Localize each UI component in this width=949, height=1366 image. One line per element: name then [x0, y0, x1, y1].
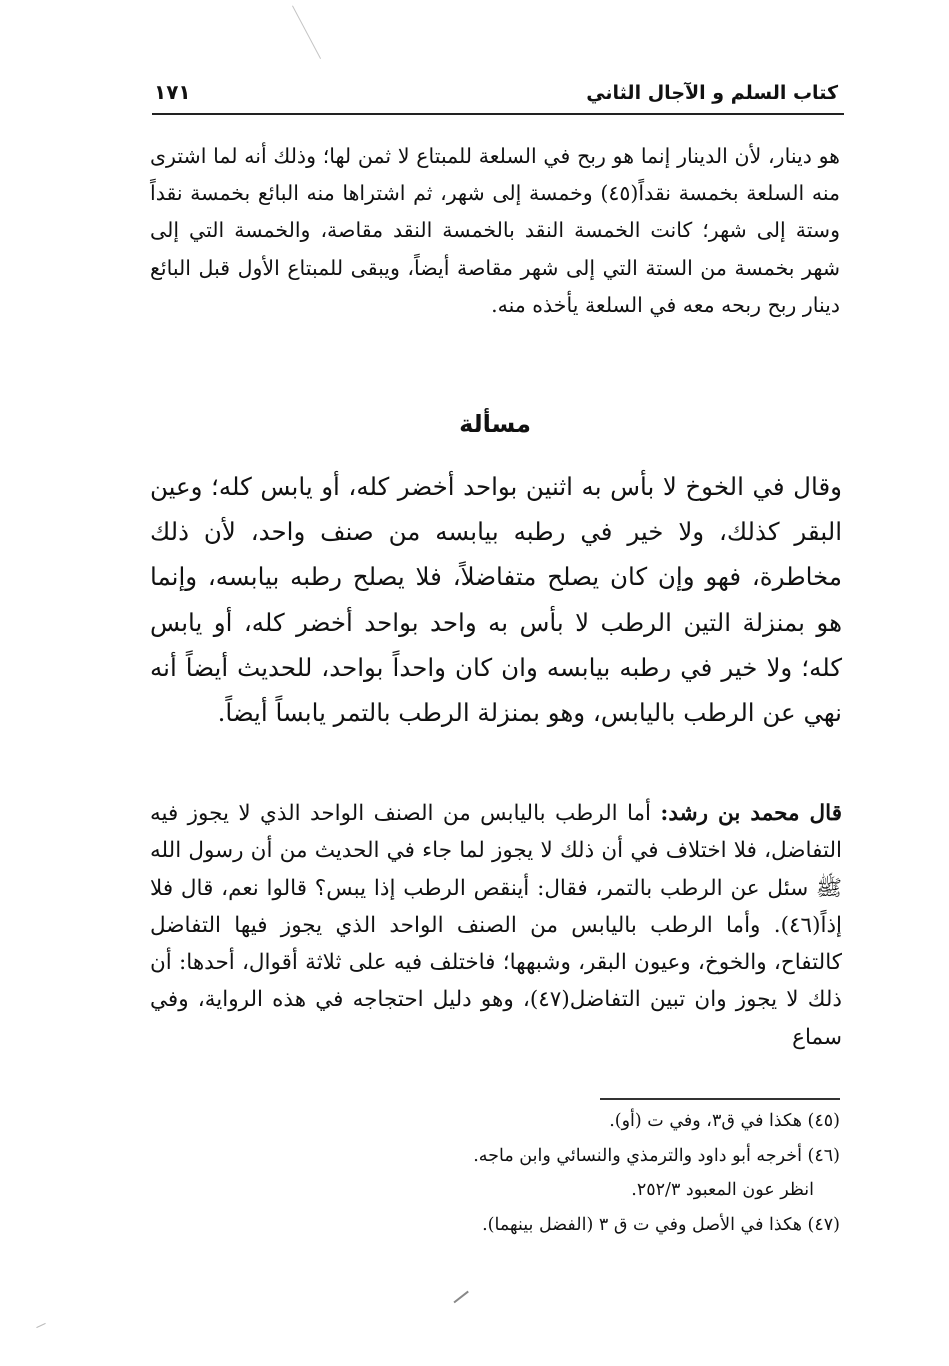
ruling-speaker: قال محمد بن رشد: — [660, 801, 843, 826]
running-title: كتاب السلم و الآجال الثاني — [586, 82, 838, 104]
footnotes — [150, 1104, 840, 1242]
main-paragraph: وقال في الخوخ لا بأس به اثنين بواحد أخضر كله، أو يابس كله؛ وعين البقر كذلك، ولا خير في رطبه بيابسه من صنف واحد، لأن ذلك مخاطرة، فهو وإن كان يصلح متفاضلاً، فلا يصلح رطبه بيابسه، وإنما هو بمنزلة التين الرطب لا بأس به واحد بواحد أخضر كله، أو يابس كله؛ ولا خير في رطبه بيابسه وان كان واحداً بواحد، للحديث أيضاً أنه نهي عن الرطب باليابس، وهو بمنزلة الرطب بالتمر يابساً أيضاً. — [150, 472, 842, 728]
scan-artifact-left — [36, 1323, 45, 1328]
scan-artifact-bottom — [453, 1291, 468, 1303]
footnote-47: (٤٧) هكذا في الأصل وفي ت ق ٣ (الفضل بينهما). — [482, 1214, 840, 1235]
footnote-45: (٤٥) هكذا في ق٣، وفي ت (أو). — [609, 1111, 840, 1131]
ruling-text: أما الرطب باليابس من الصنف الواحد الذي لا يجوز فيه التفاضل، فلا اختلاف في أن ذلك لا يجوز لما جاء في الحديث من أن رسول الله ﷺ سئل عن الرطب بالتمر، فقال: أينقص الرطب إذا يبس؟ قالوا نعم، قال فلا إذاً(٤٦). وأما الرطب باليابس من الصنف الواحد الذي يجوز فيها التفاضل كالتفاح، والخوخ، وعيون البقر، وشبهها؛ فاختلف فيه على ثلاثة أقوال، أحدها: أن ذلك لا يجوز وان تبين التفاضل(٤٧)، وهو دليل احتجاجه في هذه الرواية، وفي سماع — [150, 801, 843, 1050]
top-paragraph: هو دينار، لأن الدينار إنما هو ربح في السلعة للمبتاع لا ثمن لها؛ وذلك أنه لما اشترى منه السلعة بخمسة نقداً(٤٥) وخمسة إلى شهر، ثم اشتراها منه البائع بخمسة نقداً وستة إلى شهر؛ كانت الخمسة النقد بالخمسة النقد مقاصة، والخمسة التي إلى شهر بخمسة من الستة التي إلى شهر مقاصة أيضاً، ويبقى للمبتاع الأول قبل البائع دينار ربح ربحه معه في السلعة يأخذه منه. — [150, 144, 840, 317]
footnote-46: (٤٦) أخرجه أبو داود والترمذي والنسائي وابن ماجه. — [473, 1145, 840, 1166]
page-number: ١٧١ — [154, 80, 191, 104]
ruling-paragraph — [150, 795, 842, 1056]
scan-artifact-top — [292, 6, 321, 59]
running-header — [152, 74, 842, 116]
header-rule — [152, 113, 844, 115]
footnote-rule — [600, 1098, 840, 1100]
section-heading: مسألة — [459, 410, 531, 438]
footnote-46-continuation: انظر عون المعبود ٢٥٢/٣. — [631, 1180, 814, 1200]
